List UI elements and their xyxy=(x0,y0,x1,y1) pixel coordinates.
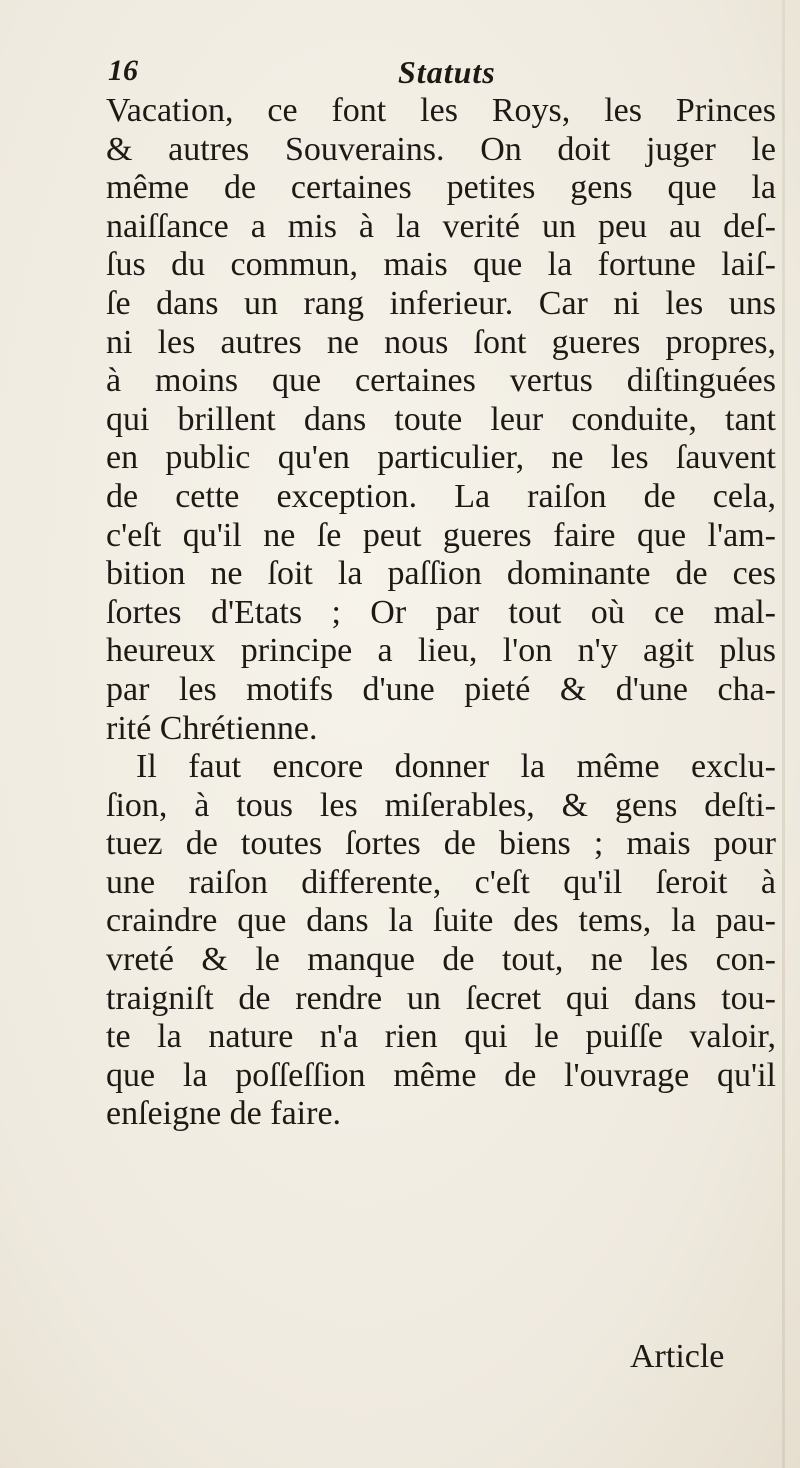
text-line: même de certaines petites gens que la xyxy=(106,169,776,207)
text-line: heureux principe a lieu, l'on n'y agit plus xyxy=(106,632,776,670)
text-line: que la poſſeſſion même de l'ouvrage qu'il xyxy=(106,1056,776,1094)
text-line: c'eſt qu'il ne ſe peut gueres faire que l'am- xyxy=(106,516,776,554)
page-number: 16 xyxy=(108,54,138,87)
text-line: rité Chrétienne. xyxy=(106,709,318,747)
text-line: une raiſon differente, c'eſt qu'il ſeroit à xyxy=(106,863,776,901)
text-line: naiſſance a mis à la verité un peu au deſ- xyxy=(106,207,776,245)
text-line: de cette exception. La raiſon de cela, xyxy=(106,477,776,515)
text-line: par les motifs d'une pieté & d'une cha- xyxy=(106,670,776,708)
text-line: & autres Souverains. On doit juger le xyxy=(106,130,776,168)
text-line: Il faut encore donner la même exclu- xyxy=(136,748,776,786)
text-line: ſion, à tous les miſerables, & gens deſti- xyxy=(106,786,776,824)
text-line: à moins que certaines vertus diſtinguées xyxy=(106,362,776,400)
text-line: ſortes d'Etats ; Or par tout où ce mal- xyxy=(106,593,776,631)
page-header xyxy=(108,54,768,94)
text-line: vreté & le manque de tout, ne les con- xyxy=(106,941,776,979)
text-line: en public qu'en particulier, ne les ſauvent xyxy=(106,439,776,477)
running-title: Statuts xyxy=(398,54,496,90)
text-line: craindre que dans la ſuite des tems, la pau- xyxy=(106,902,776,940)
text-line: traigniſt de rendre un ſecret qui dans tou- xyxy=(106,979,776,1017)
text-line: ſus du commun, mais que la fortune laiſ- xyxy=(106,246,776,284)
text-line: ſe dans un rang inferieur. Car ni les uns xyxy=(106,284,776,322)
body-text xyxy=(106,92,776,1134)
text-line: tuez de toutes ſortes de biens ; mais pour xyxy=(106,825,776,863)
text-line: qui brillent dans toute leur conduite, tant xyxy=(106,400,776,438)
text-line: bition ne ſoit la paſſion dominante de ces xyxy=(106,555,776,593)
catchword: Article xyxy=(630,1338,725,1375)
text-line: te la nature n'a rien qui le puiſſe valoir, xyxy=(106,1018,776,1056)
page-edge-shadow xyxy=(782,0,785,1468)
text-line: ni les autres ne nous ſont gueres propres, xyxy=(106,323,776,361)
text-line: enſeigne de faire. xyxy=(106,1095,342,1133)
text-line: Vacation, ce font les Roys, les Princes xyxy=(106,92,776,129)
